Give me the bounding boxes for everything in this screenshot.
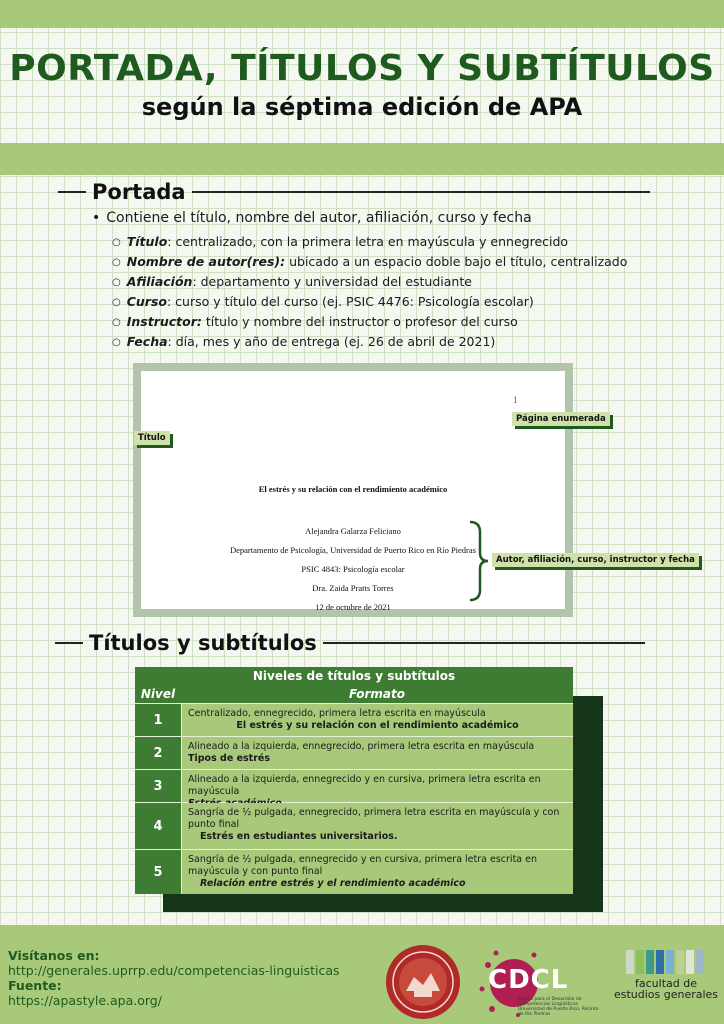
cover-example-frame [133,363,573,617]
level-cell: 4 [135,803,182,849]
heading-rule-left [55,642,83,644]
table-row [135,736,573,769]
visit-link[interactable]: http://generales.uprrp.edu/competencias-linguisticas [8,963,340,978]
format-description: Alineado a la izquierda, ennegrecido y en cursiva, primera letra escrita en mayúscula [188,774,541,797]
table-header-row [135,685,573,703]
format-example: Tipos de estrés [188,753,270,764]
level-cell: 3 [135,770,182,802]
top-band [0,0,724,28]
tag-title: Título [134,431,170,445]
list-item: ○ Título: centralizado, con la primera letra en mayúscula y ennegrecido [112,232,627,252]
table-row [135,802,573,849]
format-cell [182,850,573,894]
table-row [135,769,573,802]
format-description: Alineado a la izquierda, ennegrecido, primera letra escrita en mayúscula [188,741,535,752]
level-cell: 1 [135,704,182,736]
cdcl-logo [474,945,602,1021]
page-subtitle: según la séptima edición de APA [141,93,583,121]
table-row [135,703,573,736]
format-example: Relación entre estrés y el rendimiento académico [200,878,466,889]
footer-links [8,948,340,1008]
curly-brace-icon [468,520,490,602]
table-row [135,849,573,894]
cover-example-page [141,371,565,612]
bar-icon [666,950,674,974]
list-item: ○ Nombre de autor(res): ubicado a un espacio doble bajo el título, centralizado [112,252,627,272]
cover-author: Alejandra Galarza Feliciano [305,526,401,536]
list-item: ○ Curso: curso y título del curso (ej. PSIC 4476: Psicología escolar) [112,292,627,312]
format-cell [182,803,573,849]
faculty-bars-icon [626,950,704,974]
bar-icon [696,950,704,974]
cdcl-subtitle: Centro para el Desarrollo de Competencias Lingüísticas Universidad de Puerto Rico, Recinto de Río Piedras [518,997,599,1017]
list-item: ○ Instructor: título y nombre del instructor o profesor del curso [112,312,627,332]
col-level-header: Nivel [140,687,176,701]
titulos-heading [55,631,645,655]
bar-icon [636,950,644,974]
level-cell: 2 [135,737,182,769]
cover-course: PSIC 4843: Psicología escolar [301,564,405,574]
bar-icon [686,950,694,974]
cover-date: 12 de octubre de 2021 [315,602,391,612]
cover-page-number: 1 [513,395,518,405]
portada-heading-label: Portada [92,180,186,204]
level-cell: 5 [135,850,182,894]
format-cell [182,737,573,769]
format-cell [182,770,573,802]
portada-main-bullet: • Contiene el título, nombre del autor, afiliación, curso y fecha [92,210,532,226]
page-title: PORTADA, TÍTULOS Y SUBTÍTULOS [9,48,715,89]
table-caption: Niveles de títulos y subtítulos [135,667,573,685]
mid-band [0,143,724,175]
heading-rule-right [192,191,650,193]
heading-rule-left [58,191,86,193]
visit-label: Visítanos en: [8,948,100,963]
footer [0,925,724,1024]
cover-instructor: Dra. Zaida Pratts Torres [312,583,394,593]
format-description: Sangría de ½ pulgada, ennegrecido, primera letra escrita en mayúscula y con punto final [188,807,560,830]
format-description: Centralizado, ennegrecido, primera letra escrita en mayúscula [188,708,486,719]
bar-icon [646,950,654,974]
titulos-heading-label: Títulos y subtítulos [89,631,317,655]
source-link[interactable]: https://apastyle.apa.org/ [8,993,162,1008]
tag-page-number: Página enumerada [512,412,610,426]
portada-heading [58,180,650,204]
bar-icon [676,950,684,974]
bar-icon [656,950,664,974]
cover-affiliation: Departamento de Psicología, Universidad de Puerto Rico en Río Piedras [230,545,476,555]
list-item: ○ Afiliación: departamento y universidad del estudiante [112,272,627,292]
col-format-header: Formato [348,687,405,701]
format-example: El estrés y su relación con el rendimiento académico [236,720,519,731]
heading-rule-right [323,642,645,644]
list-item: ○ Fecha: día, mes y año de entrega (ej. 26 de abril de 2021) [112,332,627,352]
source-label: Fuente: [8,978,62,993]
tag-cover-details: Autor, afiliación, curso, instructor y fecha [492,553,699,567]
format-description: Sangría de ½ pulgada, ennegrecido y en cursiva, primera letra escrita en mayúscula y con punto final [188,854,537,877]
bar-icon [626,950,634,974]
format-cell [182,704,573,736]
format-example: Estrés en estudiantes universitarios. [200,831,398,842]
faculty-name: facultad de estudios generales [613,977,719,1001]
university-seal-logo [384,943,462,1021]
cover-paper-title: El estrés y su relación con el rendimiento académico [258,484,448,494]
cdcl-letters: CDCL [488,965,569,995]
portada-item-list [112,232,627,352]
faculty-logo [612,950,720,1020]
heading-levels-table [135,667,573,894]
